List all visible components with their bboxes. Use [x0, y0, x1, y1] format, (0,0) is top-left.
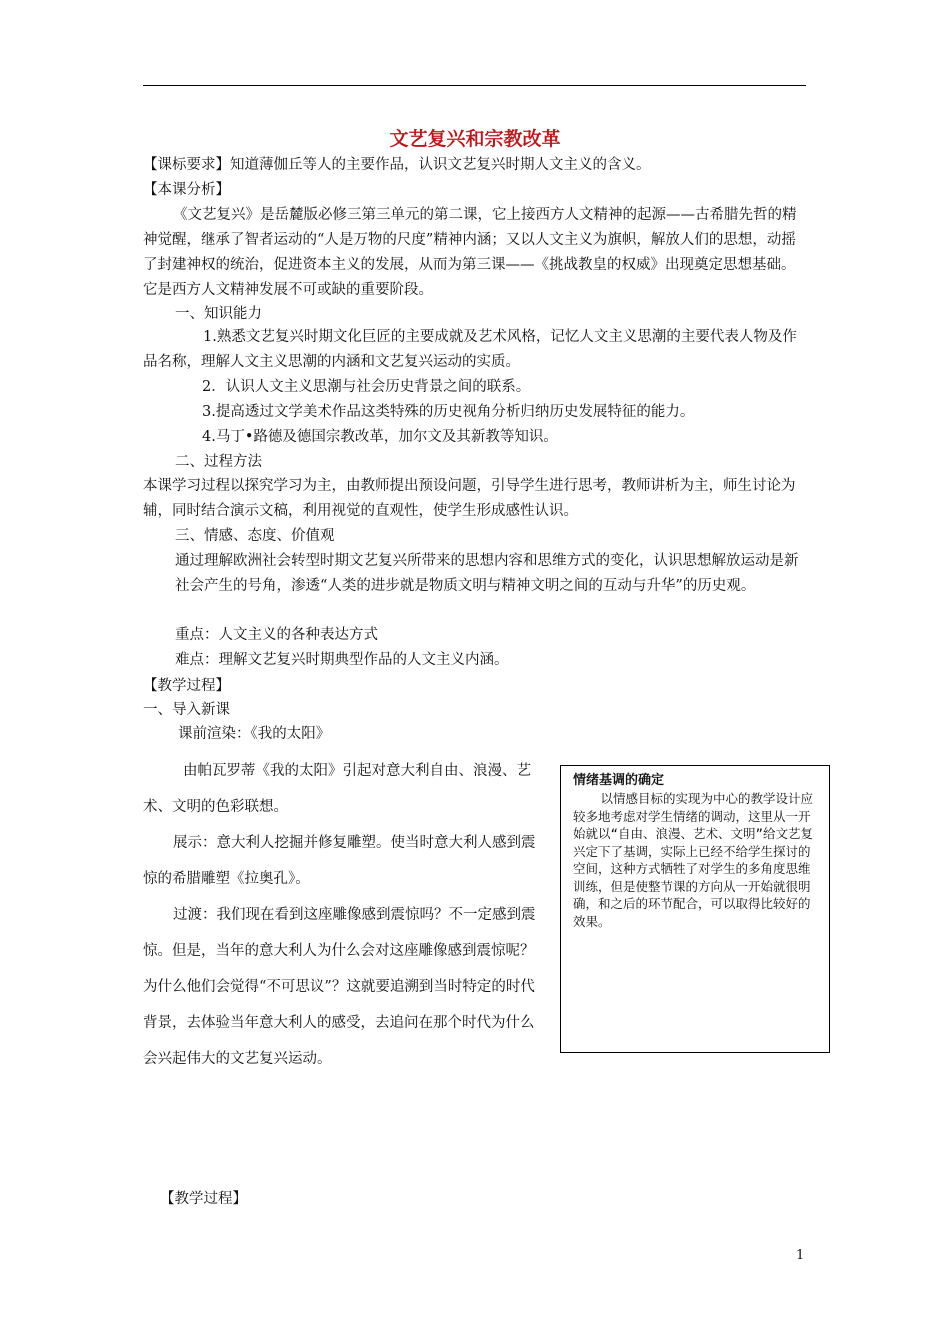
key-point: 重点：人文主义的各种表达方式 — [175, 627, 378, 643]
header-rule — [143, 85, 806, 86]
knowledge-heading: 一、知识能力 — [175, 306, 262, 322]
curriculum-standard: 【课标要求】知道薄伽丘等人的主要作品，认识文艺复兴时期人文主义的含义。 — [143, 157, 651, 173]
intro-heading: 一、导入新课 — [143, 702, 230, 718]
process-heading: 二、过程方法 — [175, 454, 262, 470]
teaching-process-heading-2: 【教学过程】 — [160, 1191, 247, 1207]
page-number: 1 — [796, 1248, 805, 1263]
margin-note-title: 情绪基调的确定 — [573, 773, 665, 788]
emotion-paragraph: 通过理解欧洲社会转型时期文艺复兴所带来的思想内容和思维方式的变化，认识思想解放运动是新社会产生的号角，渗透“人类的进步就是物质文明与精神文明之间的互动与升华”的历史观。 — [175, 553, 799, 594]
margin-note-body: 以情感目标的实现为中心的教学设计应较多地考虑对学生情绪的调动，这里从一开始就以“自由、浪漫、艺术、文明”给文艺复兴定下了基调，实际上已经不给学生探讨的空间，这种方式牺牲了对学生的多角度思维训练，但是使整节课的方向从一开始就很明确，和之后的环节配合，可以取得比较好的效果。 — [573, 791, 814, 929]
knowledge-item-1: 1.熟悉文艺复兴时期文化巨匠的主要成就及艺术风格，记忆人文主义思潮的主要代表人物及作品名称，理解人文主义思潮的内涵和文艺复兴运动的实质。 — [143, 329, 797, 370]
analysis-paragraph: 《文艺复兴》是岳麓版必修三第三单元的第二课，它上接西方人文精神的起源——古希腊先哲的精神觉醒，继承了智者运动的“人是万物的尺度”精神内涵；又以人文主义为旗帜，解放人们的思想，动摇了封建神权的统治，促进资本主义的发展，从而为第三课——《挑战教皇的权威》出现奠定思想基础。它是西方人文精神发展不可或缺的重要阶段。 — [143, 207, 797, 298]
process-paragraph: 本课学习过程以探究学习为主，由教师提出预设问题，引导学生进行思考，教师讲析为主，师生讨论为辅，同时结合演示文稿，利用视觉的直观性，使学生形成感性认识。 — [143, 478, 796, 519]
knowledge-item-2: 2．认识人文主义思潮与社会历史背景之间的联系。 — [202, 379, 531, 395]
preclass-line: 课前渲染：《我的太阳》 — [178, 726, 331, 742]
knowledge-item-3: 3.提高透过文学美术作品这类特殊的历史视角分析归纳历史发展特征的能力。 — [202, 404, 695, 420]
teaching-process-heading: 【教学过程】 — [143, 678, 230, 694]
body-paragraph-3: 过渡：我们现在看到这座雕像感到震惊吗？不一定感到震惊。但是，当年的意大利人为什么会对这座雕像感到震惊呢？为什么他们会觉得“不可思议”？这就要追溯到当时特定的时代背景，去体验当年意大利人的感受，去追问在那个时代为什么会兴起伟大的文艺复兴运动。 — [143, 907, 536, 1067]
body-paragraph-2: 展示：意大利人挖掘并修复雕塑。使当时意大利人感到震惊的希腊雕塑《拉奥孔》。 — [143, 835, 536, 887]
margin-note-box — [560, 765, 830, 1053]
difficulty-point: 难点：理解文艺复兴时期典型作品的人文主义内涵。 — [175, 652, 509, 668]
analysis-heading: 【本课分析】 — [143, 182, 230, 198]
body-paragraph-1: 由帕瓦罗蒂《我的太阳》引起对意大利自由、浪漫、艺术、文明的色彩联想。 — [143, 763, 531, 815]
document-title: 文艺复兴和宗教改革 — [389, 128, 561, 150]
emotion-heading: 三、情感、态度、价值观 — [175, 528, 335, 544]
knowledge-item-4: 4.马丁•路德及德国宗教改革，加尔文及其新教等知识。 — [202, 429, 558, 445]
